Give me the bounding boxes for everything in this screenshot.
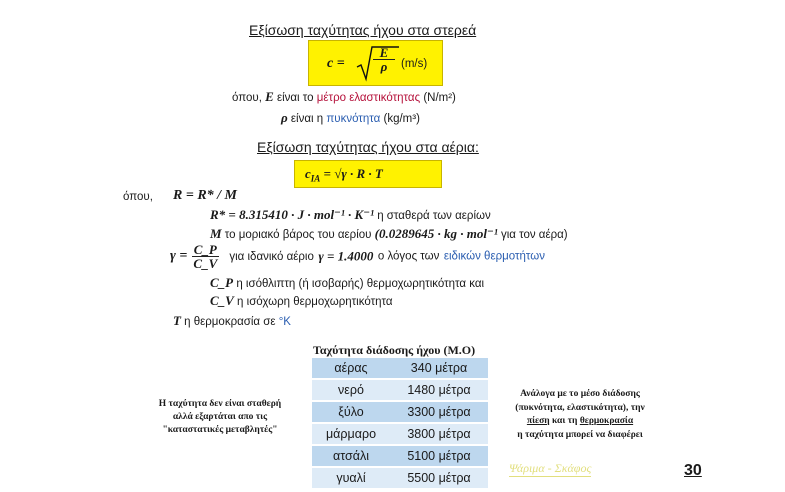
e-symbol: E [265, 89, 274, 104]
e-text: είναι το [276, 92, 314, 104]
right-note [500, 388, 660, 442]
right-note-line1: Ανάλογα με το μέσο διάδοσης [520, 389, 640, 399]
right-note-and: και τη [552, 416, 578, 426]
table-row [312, 446, 488, 468]
solids-where: όπου, [232, 92, 262, 104]
gases-formula-rhs: = √γ · R · T [323, 166, 383, 181]
speed-table [312, 358, 488, 490]
speed-cell: 1480 μέτρα [390, 380, 488, 402]
cv-line [210, 293, 393, 309]
left-note-line2: αλλά εξαρτάται απο τις [172, 412, 268, 422]
gamma-fraction [192, 243, 219, 270]
rho-unit: (kg/m³) [383, 113, 420, 125]
gases-formula [305, 166, 383, 184]
right-note-line3 [500, 415, 660, 429]
m-text: το μοριακό βάρος του αερίου [224, 229, 372, 241]
e-term: μέτρο ελαστικότητας [316, 92, 421, 104]
cv-symbol: C_V [210, 293, 234, 308]
page-number: 30 [684, 462, 702, 479]
right-note-line4: η ταχύτητα μπορεί να διαφέρει [517, 429, 643, 440]
gases-formula-lhs: c [305, 166, 311, 181]
cp-line [210, 275, 484, 291]
m-symbol: M [210, 226, 222, 241]
speed-cell: 340 μέτρα [390, 358, 488, 380]
material-cell: αέρας [312, 358, 390, 380]
left-note-line3: "καταστατικές μεταβλητές" [162, 425, 278, 435]
cp-symbol: C_P [210, 275, 234, 290]
speed-cell: 3800 μέτρα [390, 424, 488, 446]
solids-e-line [232, 89, 456, 105]
gamma-value: γ = 1.4000 [318, 248, 374, 264]
right-note-temperature: θερμοκρασία [579, 416, 634, 426]
m-suffix: για τον αέρα) [500, 229, 568, 241]
left-note-line1: Η ταχύτητα δεν είναι σταθερή [158, 399, 282, 409]
solids-formula-box [308, 40, 443, 86]
t-line [173, 313, 291, 329]
cp-text: η ισόθλιπτη (ή ισοβαρής) θερμοχωρητικότητα και [236, 278, 485, 290]
gases-formula-box [294, 160, 442, 188]
solids-title: Εξίσωση ταχύτητας ήχου στα στερεά [249, 22, 477, 38]
gamma-den: C_V [193, 256, 218, 271]
solids-formula-num: E [373, 46, 395, 60]
gases-where: όπου, [123, 191, 153, 203]
rstar-line [210, 207, 491, 223]
gamma-lhs: γ = [170, 248, 188, 264]
right-note-pressure: πίεση [526, 416, 550, 426]
solids-formula-lhs: c = [327, 56, 345, 71]
gamma-text: για ιδανικό αέριο [229, 250, 314, 263]
speed-cell: 5500 μέτρα [390, 468, 488, 490]
table-row [312, 380, 488, 402]
t-text: η θερμοκρασία σε [184, 316, 276, 328]
gamma-line [170, 243, 545, 270]
material-cell: νερό [312, 380, 390, 402]
table-row [312, 468, 488, 490]
gamma-term: ειδικών θερμοτήτων [443, 250, 546, 263]
gases-formula-sub: IA [310, 173, 321, 184]
table-row [312, 402, 488, 424]
table-title: Ταχύτητα διάδοσης ήχου (Μ.Ο) [313, 343, 476, 357]
gamma-text2: ο λόγος των [377, 250, 440, 263]
rho-text: είναι η [290, 113, 324, 125]
solids-rho-line [281, 110, 420, 126]
right-note-line2: (πυκνότητα, ελαστικότητα), την [515, 402, 645, 413]
material-cell: ατσάλι [312, 446, 390, 468]
table-row [312, 424, 488, 446]
rho-symbol: ρ [281, 110, 288, 125]
solids-formula-fraction [373, 46, 395, 73]
e-unit: (N/m²) [423, 92, 456, 104]
material-cell: γυαλί [312, 468, 390, 490]
solids-formula-den: ρ [380, 59, 388, 74]
cv-text: η ισόχωρη θερμοχωρητικότητα [237, 296, 393, 308]
watermark: Ψάριμα - Σκάφος [509, 461, 592, 475]
m-value: (0.0289645 · kg · mol⁻¹ [374, 226, 498, 241]
solids-formula-unit: (m/s) [401, 58, 428, 70]
left-note [140, 398, 300, 437]
material-cell: ξύλο [312, 402, 390, 424]
t-symbol: T [173, 313, 181, 328]
rstar-text: η σταθερά των αερίων [377, 210, 491, 222]
speed-cell: 3300 μέτρα [390, 402, 488, 424]
material-cell: μάρμαρο [312, 424, 390, 446]
rstar-value: R* = 8.315410 · J · mol⁻¹ · K⁻¹ [210, 207, 374, 222]
speed-cell: 5100 μέτρα [390, 446, 488, 468]
table-row [312, 358, 488, 380]
rho-term: πυκνότητα [326, 113, 381, 125]
gases-title: Εξίσωση ταχύτητας ήχου στα αέρια: [257, 139, 479, 155]
t-unit: °K [278, 316, 291, 328]
m-line [210, 226, 568, 242]
gamma-num: C_P [193, 242, 217, 257]
r-definition: R = R* / M [173, 188, 237, 203]
